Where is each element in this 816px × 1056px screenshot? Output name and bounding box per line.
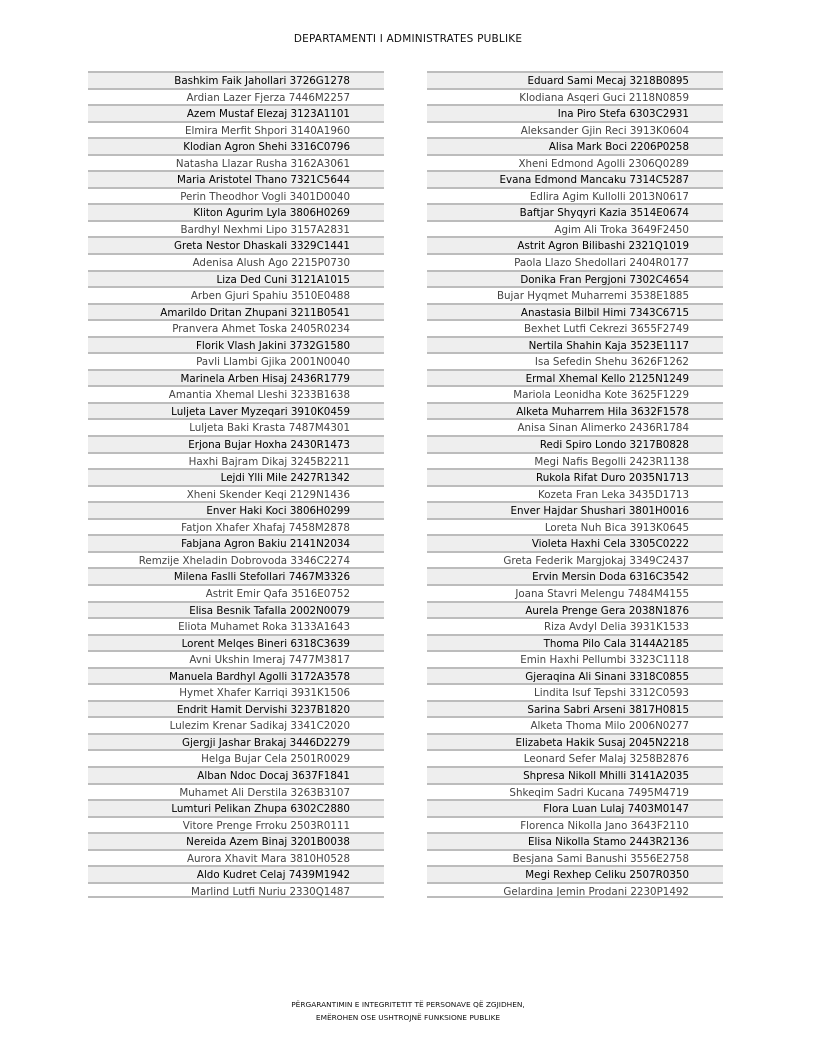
- list-item: Mariola Leonidha Kote 3625F1229: [427, 385, 723, 402]
- list-item: Fabjana Agron Bakiu 2141N2034: [88, 534, 384, 551]
- list-item: Enver Hajdar Shushari 3801H0016: [427, 501, 723, 518]
- list-item: Erjona Bujar Hoxha 2430R1473: [88, 435, 384, 452]
- list-item: Perin Theodhor Vogli 3401D0040: [88, 187, 384, 204]
- list-item: Nereida Azem Binaj 3201B0038: [88, 832, 384, 849]
- list-item: Ardian Lazer Fjerza 7446M2257: [88, 88, 384, 105]
- list-item: Alban Ndoc Docaj 3637F1841: [88, 766, 384, 783]
- list-item: Maria Aristotel Thano 7321C5644: [88, 170, 384, 187]
- list-item: Xheni Edmond Agolli 2306Q0289: [427, 154, 723, 171]
- list-item: Florik Vlash Jakini 3732G1580: [88, 336, 384, 353]
- list-item: Megi Nafis Begolli 2423R1138: [427, 452, 723, 469]
- list-item: Aleksander Gjin Reci 3913K0604: [427, 121, 723, 138]
- list-item: Alketa Thoma Milo 2006N0277: [427, 716, 723, 733]
- list-item: Ina Piro Stefa 6303C2931: [427, 104, 723, 121]
- list-item: Natasha Llazar Rusha 3162A3061: [88, 154, 384, 171]
- list-item: Lulezim Krenar Sadikaj 3341C2020: [88, 716, 384, 733]
- list-item: Alisa Mark Boci 2206P0258: [427, 137, 723, 154]
- list-item: Joana Stavri Melengu 7484M4155: [427, 584, 723, 601]
- list-item: Emin Haxhi Pellumbi 3323C1118: [427, 650, 723, 667]
- list-item: Manuela Bardhyl Agolli 3172A3578: [88, 667, 384, 684]
- list-item: Astrit Agron Bilibashi 2321Q1019: [427, 236, 723, 253]
- list-item: Fatjon Xhafer Xhafaj 7458M2878: [88, 518, 384, 535]
- list-item: Aurora Xhavit Mara 3810H0528: [88, 849, 384, 866]
- page-title: DEPARTAMENTI I ADMINISTRATES PUBLIKE: [293, 33, 523, 45]
- list-item: Muhamet Ali Derstila 3263B3107: [88, 783, 384, 800]
- list-item: Klodian Agron Shehi 3316C0796: [88, 137, 384, 154]
- list-item: Bujar Hyqmet Muharremi 3538E1885: [427, 286, 723, 303]
- list-item: Aldo Kudret Celaj 7439M1942: [88, 865, 384, 882]
- list-item: Lumturi Pelikan Zhupa 6302C2880: [88, 799, 384, 816]
- list-item: Evana Edmond Mancaku 7314C5287: [427, 170, 723, 187]
- list-item: Hymet Xhafer Karriqi 3931K1506: [88, 683, 384, 700]
- list-item: Paola Llazo Shedollari 2404R0177: [427, 253, 723, 270]
- list-item: Anastasia Bilbil Himi 7343C6715: [427, 303, 723, 320]
- list-item: Luljeta Laver Myzeqari 3910K0459: [88, 402, 384, 419]
- list-item: Sarina Sabri Arseni 3817H0815: [427, 700, 723, 717]
- list-item: Lindita Isuf Tepshi 3312C0593: [427, 683, 723, 700]
- footer-line-1: PËRGARANTIMIN E INTEGRITETIT TË PERSONAVE QË ZGJIDHEN,: [291, 1000, 525, 1009]
- list-item: Florenca Nikolla Jano 3643F2110: [427, 816, 723, 833]
- list-item: Loreta Nuh Bica 3913K0645: [427, 518, 723, 535]
- list-item: Gjeraqina Ali Sinani 3318C0855: [427, 667, 723, 684]
- list-item: Edlira Agim Kullolli 2013N0617: [427, 187, 723, 204]
- list-item: Violeta Haxhi Cela 3305C0222: [427, 534, 723, 551]
- list-item: Gjergji Jashar Brakaj 3446D2279: [88, 733, 384, 750]
- list-item: Bashkim Faik Jahollari 3726G1278: [88, 71, 384, 88]
- list-item: Avni Ukshin Imeraj 7477M3817: [88, 650, 384, 667]
- list-item: Kozeta Fran Leka 3435D1713: [427, 485, 723, 502]
- list-item: Elmira Merfit Shpori 3140A1960: [88, 121, 384, 138]
- list-item: Rukola Rifat Duro 2035N1713: [427, 468, 723, 485]
- list-item: Luljeta Baki Krasta 7487M4301: [88, 418, 384, 435]
- list-item: Pranvera Ahmet Toska 2405R0234: [88, 319, 384, 336]
- list-item: Elizabeta Hakik Susaj 2045N2218: [427, 733, 723, 750]
- list-item: Donika Fran Pergjoni 7302C4654: [427, 270, 723, 287]
- list-item: Eduard Sami Mecaj 3218B0895: [427, 71, 723, 88]
- list-item: Astrit Emir Qafa 3516E0752: [88, 584, 384, 601]
- list-item: Marlind Lutfi Nuriu 2330Q1487: [88, 882, 384, 899]
- list-item: Aurela Prenge Gera 2038N1876: [427, 601, 723, 618]
- list-item: Kliton Agurim Lyla 3806H0269: [88, 203, 384, 220]
- list-item: Eliota Muhamet Roka 3133A1643: [88, 617, 384, 634]
- list-item: Haxhi Bajram Dikaj 3245B2211: [88, 452, 384, 469]
- list-item: Elisa Nikolla Stamo 2443R2136: [427, 832, 723, 849]
- footer-line-2: EMËROHEN OSE USHTROJNË FUNKSIONE PUBLIKE: [315, 1013, 501, 1022]
- list-item: Riza Avdyl Delia 3931K1533: [427, 617, 723, 634]
- list-item: Elisa Besnik Tafalla 2002N0079: [88, 601, 384, 618]
- list-item: Thoma Pilo Cala 3144A2185: [427, 634, 723, 651]
- right-name-column: [427, 71, 723, 898]
- list-item: Flora Luan Lulaj 7403M0147: [427, 799, 723, 816]
- list-item: Besjana Sami Banushi 3556E2758: [427, 849, 723, 866]
- list-item: Lejdi Ylli Mile 2427R1342: [88, 468, 384, 485]
- list-item: Azem Mustaf Elezaj 3123A1101: [88, 104, 384, 121]
- list-item: Isa Sefedin Shehu 3626F1262: [427, 352, 723, 369]
- list-item: Redi Spiro Londo 3217B0828: [427, 435, 723, 452]
- list-item: Xheni Skender Keqi 2129N1436: [88, 485, 384, 502]
- left-name-column: [88, 71, 384, 898]
- list-item: Anisa Sinan Alimerko 2436R1784: [427, 418, 723, 435]
- list-item: Megi Rexhep Celiku 2507R0350: [427, 865, 723, 882]
- list-item: Alketa Muharrem Hila 3632F1578: [427, 402, 723, 419]
- list-item: Shpresa Nikoll Mhilli 3141A2035: [427, 766, 723, 783]
- list-item: Remzije Xheladin Dobrovoda 3346C2274: [88, 551, 384, 568]
- list-item: Enver Haki Koci 3806H0299: [88, 501, 384, 518]
- list-item: Marinela Arben Hisaj 2436R1779: [88, 369, 384, 386]
- list-item: Agim Ali Troka 3649F2450: [427, 220, 723, 237]
- list-item: Klodiana Asqeri Guci 2118N0859: [427, 88, 723, 105]
- list-item: Helga Bujar Cela 2501R0029: [88, 749, 384, 766]
- list-item: Lorent Melqes Bineri 6318C3639: [88, 634, 384, 651]
- list-item: Amarildo Dritan Zhupani 3211B0541: [88, 303, 384, 320]
- footer: [0, 998, 816, 1024]
- list-item: Nertila Shahin Kaja 3523E1117: [427, 336, 723, 353]
- list-item: Adenisa Alush Ago 2215P0730: [88, 253, 384, 270]
- list-item: Ervin Mersin Doda 6316C3542: [427, 567, 723, 584]
- list-item: Endrit Hamit Dervishi 3237B1820: [88, 700, 384, 717]
- list-item: Amantia Xhemal Lleshi 3233B1638: [88, 385, 384, 402]
- list-item: Bardhyl Nexhmi Lipo 3157A2831: [88, 220, 384, 237]
- list-item: Ermal Xhemal Kello 2125N1249: [427, 369, 723, 386]
- list-item: Baftjar Shyqyri Kazia 3514E0674: [427, 203, 723, 220]
- list-item: Greta Federik Margjokaj 3349C2437: [427, 551, 723, 568]
- list-item: Gelardina Jemin Prodani 2230P1492: [427, 882, 723, 899]
- list-item: Vitore Prenge Frroku 2503R0111: [88, 816, 384, 833]
- list-item: Bexhet Lutfi Cekrezi 3655F2749: [427, 319, 723, 336]
- list-item: Liza Ded Cuni 3121A1015: [88, 270, 384, 287]
- list-item: Shkeqim Sadri Kucana 7495M4719: [427, 783, 723, 800]
- list-item: Leonard Sefer Malaj 3258B2876: [427, 749, 723, 766]
- list-item: Pavli Llambi Gjika 2001N0040: [88, 352, 384, 369]
- list-item: Milena Faslli Stefollari 7467M3326: [88, 567, 384, 584]
- list-item: Arben Gjuri Spahiu 3510E0488: [88, 286, 384, 303]
- list-item: Greta Nestor Dhaskali 3329C1441: [88, 236, 384, 253]
